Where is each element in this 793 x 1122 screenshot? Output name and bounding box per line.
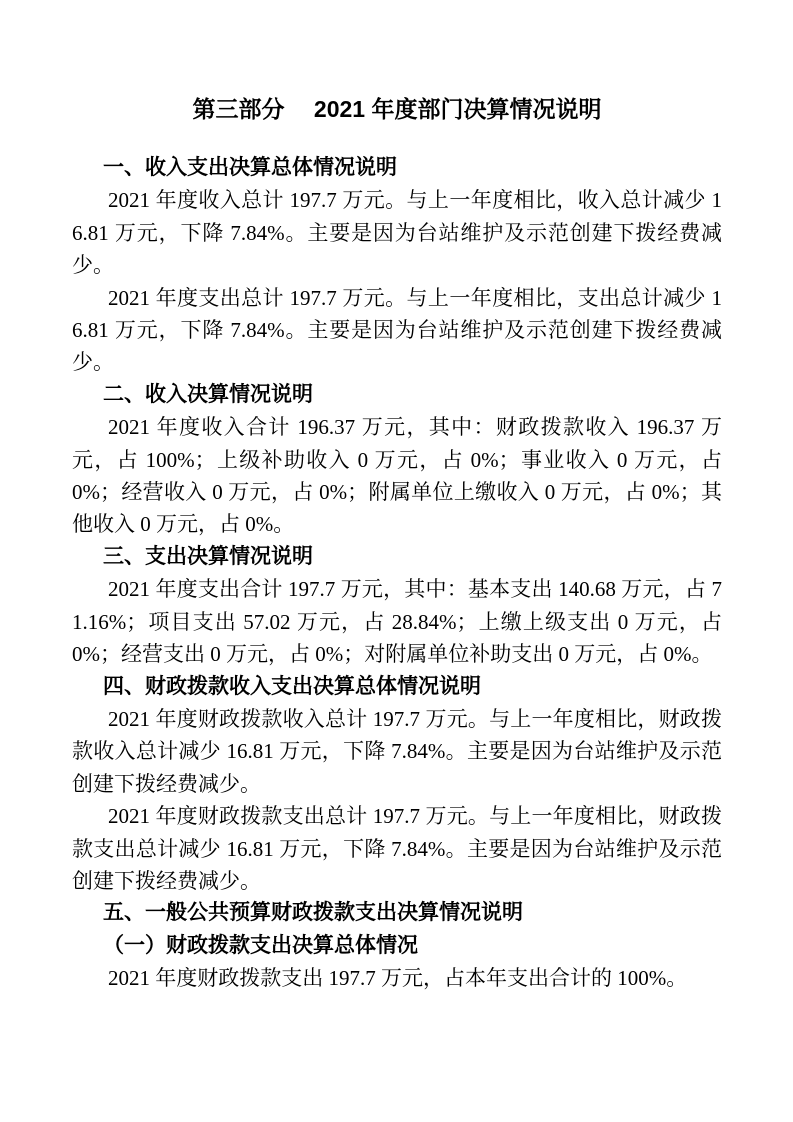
section-2-paragraph-income-breakdown: 2021 年度收入合计 196.37 万元，其中：财政拨款收入 196.37 万元，占 100%；上级补助收入 0 万元，占 0%；事业收入 0 万元，占 0%；经营收入 0 万元，占 0%；附属单位上缴收入 0 万元，占 0%；其他收入 0 万元，占 0%。 [72, 415, 722, 537]
section-general-public-budget-expenditure [72, 897, 722, 994]
section-3-heading: 三、支出决算情况说明 [103, 544, 313, 568]
section-income-final-accounts [72, 379, 722, 541]
section-1-paragraph-expenditure-total: 2021 年度支出总计 197.7 万元。与上一年度相比，支出总计减少 16.81 万元，下降 7.84%。主要是因为台站维护及示范创建下拨经费减少。 [72, 285, 722, 375]
document-title: 第三部分 2021 年度部门决算情况说明 [192, 96, 602, 122]
section-4-paragraph-appropriation-expenditure: 2021 年度财政拨款支出总计 197.7 万元。与上一年度相比，财政拨款支出总计减少 16.81 万元，下降 7.84%。主要是因为台站维护及示范创建下拨经费减少。 [72, 804, 722, 893]
section-income-expenditure-overview [72, 152, 722, 379]
section-expenditure-final-accounts [72, 541, 722, 671]
section-2-heading: 二、收入决算情况说明 [103, 382, 313, 406]
section-5-heading: 五、一般公共预算财政拨款支出决算情况说明 [103, 901, 523, 925]
section-4-paragraph-appropriation-income: 2021 年度财政拨款收入总计 197.7 万元。与上一年度相比，财政拨款收入总计减少 16.81 万元，下降 7.84%。主要是因为台站维护及示范创建下拨经费减少。 [72, 706, 722, 796]
section-3-paragraph-expenditure-breakdown: 2021 年度支出合计 197.7 万元，其中：基本支出 140.68 万元，占 71.16%；项目支出 57.02 万元，占 28.84%；上缴上级支出 0 万元，占 0%；经营支出 0 万元，占 0%；对附属单位补助支出 0 万元，占 0%。 [72, 577, 722, 667]
section-4-heading: 四、财政拨款收入支出决算总体情况说明 [103, 674, 481, 698]
section-1-heading: 一、收入支出决算总体情况说明 [103, 156, 397, 179]
section-1-paragraph-income-total: 2021 年度收入总计 197.7 万元。与上一年度相比，收入总计减少 16.81 万元，下降 7.84%。主要是因为台站维护及示范创建下拨经费减少。 [72, 188, 722, 278]
section-5-paragraph-appropriation-expenditure-share: 2021 年度财政拨款支出 197.7 万元，占本年支出合计的 100%。 [108, 966, 688, 991]
section-fiscal-appropriation-overview [72, 671, 722, 898]
section-5-subheading: （一）财政拨款支出决算总体情况 [103, 933, 418, 957]
